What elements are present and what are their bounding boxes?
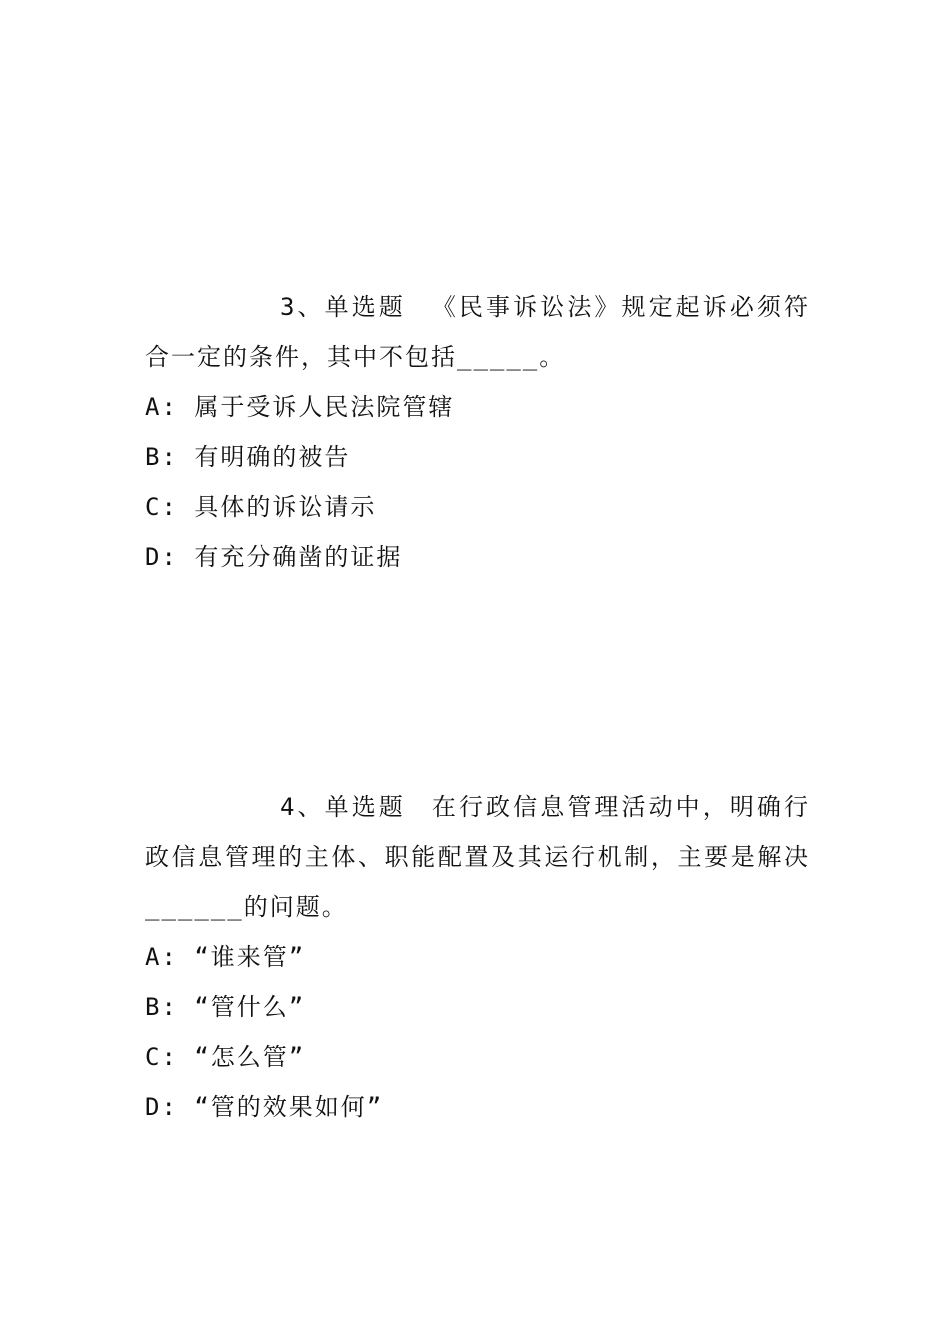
option-key: B: [145,993,178,1021]
option-key: C: [145,1043,178,1071]
option-key: A: [145,943,178,971]
option-key: B: [145,443,178,471]
option-text: 有充分确凿的证据 [194,543,403,571]
question-separator: 、 [296,793,325,821]
option-key: C: [145,493,178,521]
option-text: 具体的诉讼请示 [194,493,377,521]
question-type: 单选题 [324,793,406,821]
option-d [145,532,810,582]
option-text: 有明确的被告 [194,443,351,471]
option-key: D: [145,543,178,571]
question-3 [145,282,810,582]
option-text: “管什么” [194,993,306,1021]
question-type: 单选题 [324,293,406,321]
option-c [145,1032,810,1082]
question-text: 《民事诉讼法》规定起诉必须符合一定的条件，其中不包括_____。 [145,293,811,371]
option-text: “谁来管” [194,943,306,971]
question-number: 3 [280,293,297,321]
option-text: “管的效果如何” [194,1093,384,1121]
question-number: 4 [280,793,297,821]
option-b [145,982,810,1032]
option-b [145,432,810,482]
question-stem [145,282,810,382]
option-a [145,382,810,432]
option-text: 属于受诉人民法院管辖 [194,393,455,421]
option-key: A: [145,393,178,421]
option-c [145,482,810,532]
question-4 [145,782,810,1132]
option-key: D: [145,1093,178,1121]
question-text: 在行政信息管理活动中，明确行政信息管理的主体、职能配置及其运行机制，主要是解决______的问题。 [145,793,811,921]
option-d [145,1082,810,1132]
question-stem [145,782,810,932]
option-text: “怎么管” [194,1043,306,1071]
question-separator: 、 [296,293,325,321]
option-a [145,932,810,982]
